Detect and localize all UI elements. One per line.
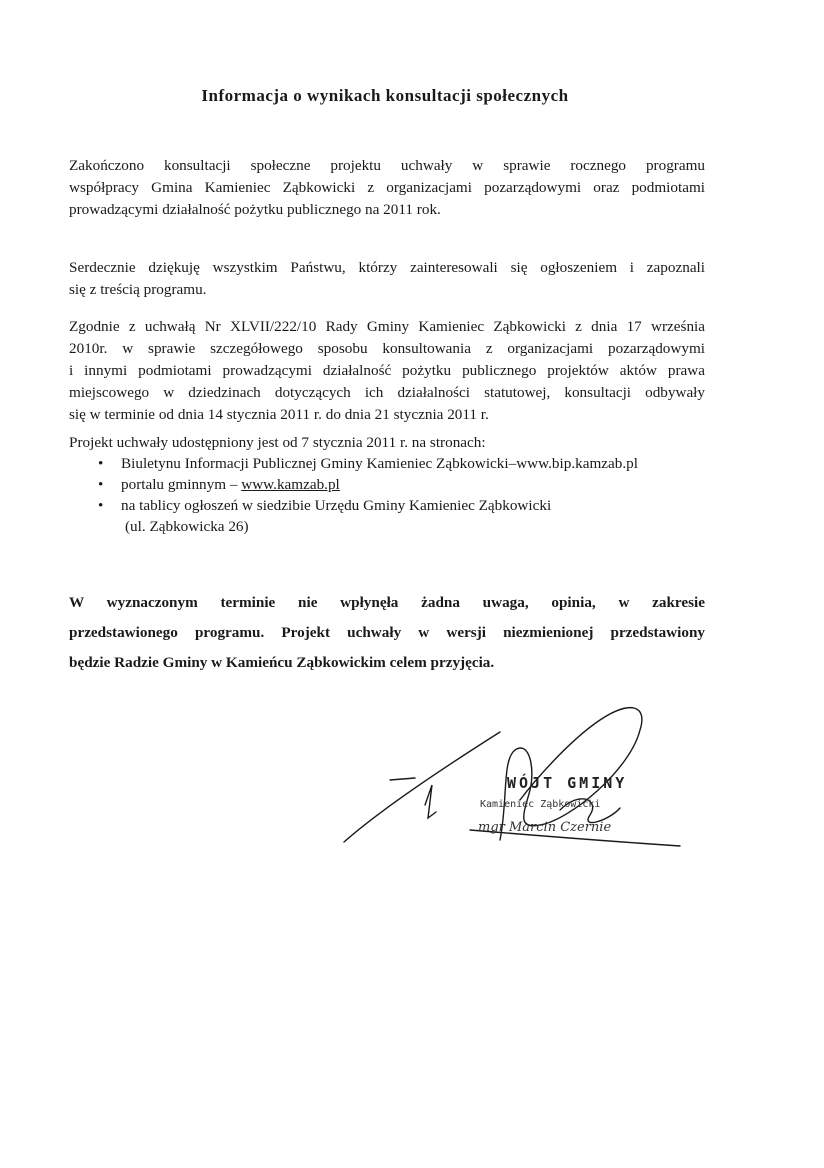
list-item-portal: [90, 474, 730, 495]
list-item-bip: [90, 453, 730, 474]
paragraph-line: Projekt uchwały udostępniony jest od 7 stycznia 2011 r. na stronach:: [69, 434, 486, 451]
list-item-text: Biuletynu Informacji Publicznej Gminy Kamieniec Ząbkowicki–www.bip.kamzab.pl: [121, 455, 638, 472]
paragraph-line: Zakończono konsultacji społeczne projektu uchwały w sprawie rocznego programu: [69, 157, 705, 174]
paragraph-legal-basis: [69, 316, 705, 426]
publication-list: [90, 453, 730, 537]
list-item-notice-board: [90, 495, 730, 537]
paragraph-line: współpracy Gmina Kamieniec Ząbkowicki z organizacjami pozarządowymi oraz podmiotami: [69, 179, 705, 196]
list-item-address: (ul. Ząbkowicka 26): [125, 518, 249, 535]
bullet-icon: •: [98, 476, 104, 493]
paragraph-line: Serdecznie dziękuję wszystkim Państwu, którzy zainteresowali się ogłoszeniem i zapoznali: [69, 259, 705, 276]
document-title: Informacja o wynikach konsultacji społecznych: [201, 86, 569, 105]
stamp-signatory: mgr Marcin Czernie: [478, 820, 612, 835]
paragraph-publication: [69, 432, 705, 454]
stamp-title: WÓJT GMINY: [507, 774, 628, 792]
closing-line: przedstawionego programu. Projekt uchwały w wersji niezmienionej przedstawiony: [69, 624, 705, 641]
bullet-icon: •: [98, 497, 104, 514]
paragraph-line: Zgodnie z uchwałą Nr XLVII/222/10 Rady Gminy Kamieniec Ząbkowicki z dnia 17 września: [69, 318, 705, 335]
paragraph-line: się z treścią programu.: [69, 281, 207, 298]
paragraph-thanks: [69, 257, 705, 301]
paragraph-line: 2010r. w sprawie szczegółowego sposobu konsultowania z organizacjami pozarządowymi: [69, 340, 705, 357]
paragraph-line: prowadzącymi działalność pożytku publicznego na 2011 rok.: [69, 201, 441, 218]
paragraph-line: i innymi podmiotami prowadzącymi działalność pożytku publicznego projektów aktów prawa: [69, 362, 705, 379]
paragraph-line: się w terminie od dnia 14 stycznia 2011 r. do dnia 21 stycznia 2011 r.: [69, 406, 489, 423]
closing-statement: [69, 588, 705, 678]
stamp-municipality: Kamieniec Ząbkowicki: [480, 799, 601, 810]
closing-line: W wyznaczonym terminie nie wpłynęła żadna uwaga, opinia, w zakresie: [69, 594, 705, 611]
portal-link[interactable]: www.kamzab.pl: [241, 476, 340, 493]
closing-line: będzie Radzie Gminy w Kamieńcu Ząbkowickim celem przyjęcia.: [69, 654, 495, 671]
list-item-text: na tablicy ogłoszeń w siedzibie Urzędu Gminy Kamieniec Ząbkowicki: [121, 497, 552, 514]
paragraph-line: miejscowego w dziedzinach dotyczących ich działalności statutowej, konsultacji odbywały: [69, 384, 705, 401]
bullet-icon: •: [98, 455, 104, 472]
paragraph-consultation-finished: [69, 155, 705, 221]
list-item-text: portalu gminnym –: [121, 476, 242, 493]
